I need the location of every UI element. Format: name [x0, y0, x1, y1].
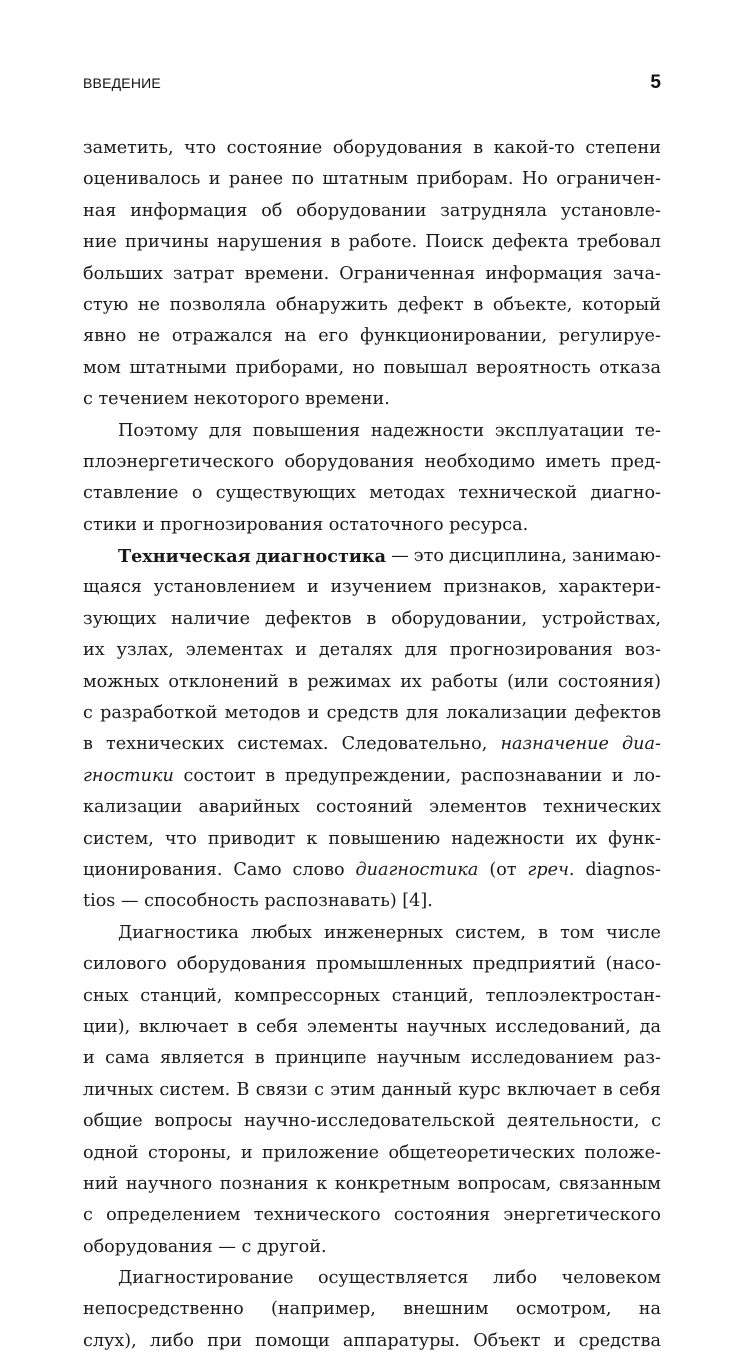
word: (или: [507, 671, 549, 692]
text-line: [83, 227, 661, 258]
text-line: [83, 447, 661, 478]
section-title: ВВЕДЕНИЕ: [83, 75, 161, 91]
word: в: [473, 294, 484, 315]
word: к: [306, 828, 318, 849]
word: связи: [255, 1079, 308, 1100]
italic-abbr-greek: греч.: [527, 859, 575, 880]
word: Само: [233, 859, 282, 880]
word: обнаружить: [275, 294, 388, 315]
text-line: [83, 353, 661, 384]
word: плоэнергетического: [83, 451, 275, 472]
word: нарушения: [217, 232, 323, 253]
word: одной: [83, 1142, 139, 1163]
word: в: [237, 1016, 248, 1037]
text-line: [83, 416, 661, 447]
word: состояния): [557, 671, 661, 692]
text-line: [83, 824, 661, 855]
word: на: [638, 1299, 661, 1320]
word: с: [83, 703, 93, 724]
text-line: [83, 667, 661, 698]
word: с: [83, 1205, 93, 1226]
word: —: [391, 546, 409, 567]
word: определением: [106, 1205, 241, 1226]
word: непосредственно: [83, 1299, 244, 1320]
word: технической: [458, 483, 578, 504]
word: предприятий: [472, 954, 596, 975]
text-line: [83, 290, 661, 321]
word: станций,: [391, 985, 474, 1006]
word: разработкой: [100, 703, 218, 724]
text-line: [83, 321, 661, 352]
text-line: [83, 981, 661, 1012]
word: Но: [521, 169, 548, 190]
text-line: [83, 949, 661, 980]
word: является: [159, 1048, 245, 1069]
word: позволяла: [169, 294, 267, 315]
word: оборудовании,: [391, 608, 528, 629]
word: Ограниченная: [339, 263, 476, 284]
word: повышал: [383, 357, 468, 378]
word: себя: [618, 1079, 661, 1100]
word: причины: [125, 232, 209, 253]
word: кализации: [83, 797, 183, 818]
running-header: [83, 72, 661, 100]
word: приводит: [207, 828, 296, 849]
word: оборудования: [284, 451, 415, 472]
word: не: [137, 294, 161, 315]
word: положе-: [584, 1142, 661, 1163]
word: внешним: [403, 1299, 489, 1320]
word: требовал: [576, 232, 661, 253]
text-line: [83, 855, 661, 886]
word: средств: [326, 703, 399, 724]
word: технических: [542, 797, 661, 818]
word: к: [316, 1173, 328, 1194]
word: в: [538, 922, 548, 943]
word: и: [240, 1142, 253, 1163]
word: помощи: [255, 1330, 330, 1351]
word: раз-: [623, 1048, 661, 1069]
word: что: [184, 138, 217, 158]
word: ставление: [83, 483, 179, 504]
word: для: [208, 420, 242, 441]
word: технического: [253, 1205, 381, 1226]
word: отказа: [599, 357, 661, 378]
text-line: [83, 1200, 661, 1231]
word: Объект: [473, 1330, 541, 1351]
word: затрудняла: [440, 200, 548, 221]
word: сных: [83, 985, 129, 1006]
word: деталях: [318, 640, 393, 661]
text-line: [83, 1326, 661, 1357]
word: инженерных: [324, 922, 444, 943]
word: в: [366, 608, 377, 629]
word: с: [314, 1079, 324, 1100]
word: да: [639, 1016, 661, 1037]
word: личных: [83, 1079, 154, 1100]
word: и: [295, 640, 307, 661]
word: слух),: [83, 1330, 137, 1351]
word: отклонений: [168, 671, 279, 692]
word: щаяся: [83, 577, 142, 598]
word: связанным: [558, 1173, 661, 1194]
word: но: [352, 357, 375, 378]
word: научного: [125, 1173, 213, 1194]
text-line: [83, 1263, 661, 1294]
word: вопросы: [154, 1111, 233, 1132]
word: отражался: [171, 326, 273, 347]
italic-term-diagnostics: диагностика: [355, 859, 479, 880]
word: элементах: [185, 640, 284, 661]
word: промышленных: [316, 954, 463, 975]
word: методах: [369, 483, 445, 504]
word: режимах: [307, 671, 391, 692]
word: об: [261, 200, 283, 221]
word: работе.: [348, 232, 418, 253]
word: оборудовании: [296, 200, 427, 221]
word: исследований,: [495, 1016, 631, 1037]
text-line: [83, 541, 661, 572]
word: технических: [106, 734, 225, 755]
word: ограничен-: [556, 169, 661, 190]
word: явно: [83, 326, 127, 347]
word: на: [284, 326, 307, 347]
word: Следовательно,: [341, 734, 488, 755]
word: слово: [292, 859, 345, 880]
word: это: [413, 546, 444, 567]
text-line: стики и прогнозирования остаточного ресурса.: [83, 514, 529, 535]
word: деятельности,: [506, 1111, 640, 1132]
word: стую: [83, 294, 129, 315]
word: исследованием: [470, 1048, 614, 1069]
word: человеком: [561, 1268, 661, 1289]
word: повышению: [328, 828, 441, 849]
word: и: [307, 703, 320, 724]
word: степени: [585, 138, 661, 158]
word: наличие: [171, 608, 251, 629]
text-line: [83, 1106, 661, 1137]
word: иметь: [545, 451, 601, 472]
word: зача-: [612, 263, 661, 284]
word: диагно-: [590, 483, 661, 504]
text-fragment: diagnos-: [585, 859, 661, 880]
word: распознавании: [460, 765, 603, 786]
word: числе: [606, 922, 661, 943]
word: установлением: [153, 577, 296, 598]
word: штатным: [322, 169, 409, 190]
word: элементов: [429, 797, 527, 818]
word: пред-: [610, 451, 661, 472]
page-number: 5: [650, 72, 661, 93]
word: работы: [431, 671, 498, 692]
word: ции),: [83, 1016, 131, 1037]
word: средства: [578, 1330, 661, 1351]
text-line: [83, 259, 661, 290]
word: данный: [381, 1079, 452, 1100]
word: любых: [250, 922, 312, 943]
word: в: [602, 1079, 613, 1100]
word: существующих: [215, 483, 356, 504]
word: состояние: [226, 138, 323, 158]
text-line: tios — способность распознавать) [4].: [83, 891, 433, 912]
text-line: [83, 1138, 661, 1169]
word: научно-исследовательской: [243, 1111, 496, 1132]
word: себя: [256, 1016, 299, 1037]
word: дисциплина,: [449, 546, 567, 567]
word: ная: [83, 200, 117, 221]
word: объекте,: [492, 294, 573, 315]
word: какой-то: [493, 138, 575, 158]
word: их: [575, 828, 598, 849]
body-text: [83, 133, 661, 1357]
word: систем.: [159, 1079, 231, 1100]
word: для: [405, 703, 439, 724]
word: что: [164, 828, 197, 849]
word: и: [553, 1330, 566, 1351]
word: его: [318, 326, 349, 347]
text-line: [83, 1012, 661, 1043]
word: диагностика: [255, 546, 387, 568]
text-line: [83, 761, 661, 792]
word: для: [404, 640, 438, 661]
word: осмотром,: [515, 1299, 612, 1320]
word: их: [400, 671, 422, 692]
word: ционирования.: [83, 859, 223, 880]
word: включает: [506, 1079, 597, 1100]
word: Техническая: [118, 546, 251, 568]
word: энергетического: [503, 1205, 661, 1226]
word: ний: [83, 1173, 119, 1194]
word: Диагностирование: [118, 1268, 294, 1289]
word: не: [138, 326, 161, 347]
word: их: [83, 640, 105, 661]
word: вероятность: [476, 357, 591, 378]
word: времени.: [244, 263, 330, 284]
word: познания: [219, 1173, 309, 1194]
word: Поиск: [425, 232, 484, 253]
word: либо: [149, 1330, 195, 1351]
word: элементы: [306, 1016, 398, 1037]
word: функ-: [608, 828, 661, 849]
word: (например,: [271, 1299, 376, 1320]
word: систем,: [455, 922, 527, 943]
word: научных: [406, 1016, 487, 1037]
word: в: [288, 671, 298, 692]
word: методов: [224, 703, 301, 724]
word: предупреждении,: [284, 765, 452, 786]
word: надежности: [370, 420, 485, 441]
word: о: [191, 483, 203, 504]
word: в: [83, 734, 93, 755]
word: систем,: [83, 828, 154, 849]
word: оборудования: [332, 138, 463, 158]
word: компрессорных: [234, 985, 380, 1006]
text-line: [83, 133, 661, 164]
word: дефектов: [574, 703, 661, 724]
word: оценивалось: [83, 169, 201, 190]
word: узлах,: [116, 640, 174, 661]
text-fragment: (от: [489, 859, 517, 880]
text-line: [83, 196, 661, 227]
word: ло-: [633, 765, 661, 786]
word: силового: [83, 954, 167, 975]
word: станций,: [140, 985, 223, 1006]
text-line: [83, 1169, 661, 1200]
word: этим: [330, 1079, 376, 1100]
word: стороны,: [147, 1142, 232, 1163]
word: штатными: [129, 357, 227, 378]
word: принципе: [274, 1048, 367, 1069]
text-line: [83, 478, 661, 509]
word: установле-: [560, 200, 661, 221]
word: приборам.: [416, 169, 514, 190]
word: по: [291, 169, 314, 190]
word: при: [207, 1330, 242, 1351]
word: аппаратуры.: [342, 1330, 461, 1351]
word: дефекта: [491, 232, 569, 253]
word: Поэтому: [118, 420, 199, 441]
word: необходимо: [424, 451, 536, 472]
word: признаков,: [443, 577, 548, 598]
word: состоит: [183, 765, 256, 786]
word: и: [83, 1048, 95, 1069]
word: курс: [458, 1079, 501, 1100]
word: характери-: [558, 577, 661, 598]
text-line: [83, 729, 661, 760]
word: теплоэлектростан-: [485, 985, 661, 1006]
word: том: [560, 922, 595, 943]
text-line: [83, 1043, 661, 1074]
word: аварийных: [198, 797, 300, 818]
word: общетеоретических: [388, 1142, 575, 1163]
word: оборудования: [176, 954, 307, 975]
word: ранее: [228, 169, 284, 190]
word: изучением: [330, 577, 432, 598]
word: общие: [83, 1111, 143, 1132]
word: надежности: [451, 828, 565, 849]
word: состояния: [393, 1205, 491, 1226]
word: дефект: [397, 294, 464, 315]
text-line: оборудования — с другой.: [83, 1236, 327, 1257]
word: устройствах,: [541, 608, 661, 629]
word: приборами,: [235, 357, 345, 378]
text-line: [83, 635, 661, 666]
word: функционировании,: [360, 326, 548, 347]
text-line: [83, 792, 661, 823]
word: назначение: [500, 734, 609, 755]
word: повышения: [252, 420, 361, 441]
text-line: [83, 918, 661, 949]
word: в: [473, 138, 484, 158]
italic-term-purpose: гностики: [83, 765, 174, 786]
word: научным: [376, 1048, 461, 1069]
word: приложение: [262, 1142, 379, 1163]
word: В: [236, 1079, 250, 1100]
word: прогнозирования: [449, 640, 613, 661]
word: и: [307, 577, 319, 598]
word: мом: [83, 357, 121, 378]
word: в: [265, 765, 276, 786]
word: локализации: [446, 703, 568, 724]
word: затрат: [173, 263, 235, 284]
word: информация: [130, 200, 248, 221]
text-line: [83, 604, 661, 635]
word: те-: [634, 420, 661, 441]
text-line: [83, 572, 661, 603]
word: воз-: [624, 640, 661, 661]
word: включает: [139, 1016, 229, 1037]
word: больших: [83, 263, 163, 284]
word: в: [330, 232, 341, 253]
word: Диагностика: [118, 922, 239, 943]
word: и: [208, 169, 221, 190]
word: сама: [105, 1048, 150, 1069]
word: информация: [485, 263, 603, 284]
text-line: [83, 164, 661, 195]
word: дефектов: [264, 608, 352, 629]
text-line: [83, 1294, 661, 1325]
word: (насо-: [605, 954, 661, 975]
word: конкретным: [334, 1173, 450, 1194]
word: эксплуатации: [494, 420, 625, 441]
word: либо: [492, 1268, 538, 1289]
word: осуществляется: [318, 1268, 469, 1289]
word: заметить,: [83, 138, 174, 158]
word: и: [611, 765, 624, 786]
word: который: [582, 294, 661, 315]
word: можных: [83, 671, 160, 692]
word: с: [651, 1111, 661, 1132]
word: ние: [83, 232, 117, 253]
word: в: [254, 1048, 265, 1069]
word: занимаю-: [572, 546, 661, 567]
word: диа-: [622, 734, 661, 755]
word: зующих: [83, 608, 157, 629]
word: регулируе-: [558, 326, 661, 347]
word: системах.: [237, 734, 329, 755]
text-line: [83, 1075, 661, 1106]
text-line: [83, 698, 661, 729]
word: вопросам,: [457, 1173, 552, 1194]
text-line: с течением некоторого времени.: [83, 389, 390, 410]
word: состояний: [316, 797, 413, 818]
